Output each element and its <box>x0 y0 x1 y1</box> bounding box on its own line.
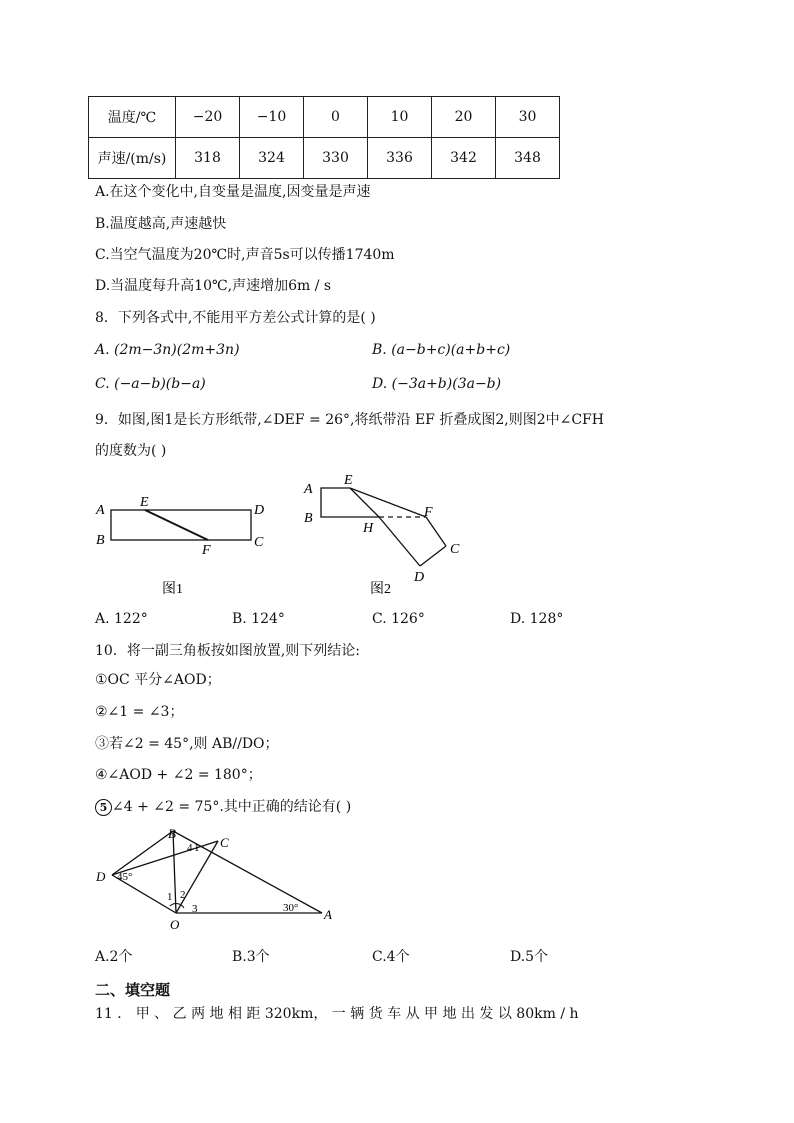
edge-cd <box>420 546 446 566</box>
table-cell: 30 <box>496 97 560 138</box>
table-cell: −10 <box>240 97 304 138</box>
q7-option-d: D.当温度每升高10℃,声速增加6m / s <box>95 278 332 294</box>
table-row <box>89 97 560 138</box>
q9-option-c: C. 126° <box>372 611 425 627</box>
label-a: A <box>324 907 332 922</box>
q10-statement-5 <box>95 798 351 816</box>
q9-stem-line1: 9．如图,图1是长方形纸带,∠DEF = 26°,将纸带沿 EF 折叠成图2,则图2中∠CFH <box>95 412 604 428</box>
label-a: A <box>96 503 105 518</box>
label-e: E <box>140 495 149 510</box>
q9-option-b: B. 124° <box>232 611 285 627</box>
edge-dc <box>112 841 218 875</box>
fig2-caption: 图2 <box>370 582 391 597</box>
label-h: H <box>363 521 374 536</box>
q10-statement-1: ①OC 平分∠AOD； <box>95 672 221 688</box>
q9-stem-line2: 的度数为( ) <box>95 443 167 459</box>
label-angle-4: 4 <box>187 842 193 854</box>
section-title: 二、填空题 <box>95 981 171 999</box>
fold-edge-ef <box>350 488 426 517</box>
table-cell: 336 <box>368 138 432 179</box>
label-angle-2: 2 <box>180 889 186 901</box>
strip-left-part <box>321 488 379 517</box>
edge-eh <box>350 488 379 517</box>
label-d: D <box>96 869 106 884</box>
q10-option-c: C.4个 <box>372 949 410 965</box>
table-cell: 324 <box>240 138 304 179</box>
edge-bd <box>112 831 173 875</box>
label-c: C <box>254 535 264 550</box>
q10-option-d: D.5个 <box>510 949 549 965</box>
circled-number-5: 5 <box>95 799 112 816</box>
label-angle-30: 30° <box>283 902 299 914</box>
label-angle-45: 45° <box>117 871 133 883</box>
label-angle-3: 3 <box>192 903 198 915</box>
label-o: O <box>170 917 180 932</box>
label-b: B <box>168 826 176 841</box>
label-b: B <box>96 533 105 548</box>
label-a: A <box>304 482 313 497</box>
q8-option-d: D. (−3a+b)(3a−b) <box>372 376 502 392</box>
statement-5-text: ∠4 + ∠2 = 75°.其中正确的结论有( ) <box>112 799 352 815</box>
label-b: B <box>304 511 313 526</box>
table-cell: −20 <box>176 97 240 138</box>
label-c: C <box>450 542 460 557</box>
label-e: E <box>344 473 353 488</box>
q8-option-c: C. (−a−b)(b−a) <box>95 376 206 392</box>
table-cell: 318 <box>176 138 240 179</box>
q7-option-b: B.温度越高,声速越快 <box>95 216 227 232</box>
q9-figure-2 <box>303 473 460 597</box>
q10-statement-2: ②∠1 = ∠3； <box>95 704 184 720</box>
label-d: D <box>414 570 425 585</box>
q7-option-c: C.当空气温度为20℃时,声音5s可以传播1740m <box>95 247 395 263</box>
edge-bo <box>173 831 176 913</box>
q10-option-b: B.3个 <box>232 949 270 965</box>
label-f: F <box>424 505 433 520</box>
fold-line-ef <box>145 510 208 540</box>
edge-hd <box>379 517 420 566</box>
q10-statement-3: ③若∠2 = 45°,则 AB//DO； <box>95 736 279 752</box>
q9-figures <box>90 470 480 600</box>
q9-option-d: D. 128° <box>510 611 564 627</box>
angle-arc-o <box>170 904 184 908</box>
q11-stem: 11 ． 甲 、 乙 两 地 相 距 320km， 一 辆 货 车 从 甲 地 出 发 以 80km / h <box>95 1006 579 1022</box>
table-cell: 声速/(m/s) <box>89 138 176 179</box>
q10-option-a: A.2个 <box>95 949 133 965</box>
label-c: C <box>220 835 229 850</box>
label-angle-1-top: 1 <box>194 842 200 854</box>
q10-figure <box>90 822 350 934</box>
q7-option-a: A.在这个变化中,自变量是温度,因变量是声速 <box>95 184 371 200</box>
label-angle-1: 1 <box>167 891 173 903</box>
q10-stem: 10．将一副三角板按如图放置,则下列结论: <box>95 643 360 659</box>
table-cell: 348 <box>496 138 560 179</box>
table-cell: 342 <box>432 138 496 179</box>
table-row <box>89 138 560 179</box>
table-cell: 0 <box>304 97 368 138</box>
speed-temperature-table <box>88 96 560 179</box>
table-cell: 330 <box>304 138 368 179</box>
edge-fc <box>426 517 446 546</box>
q9-option-a: A. 122° <box>95 611 148 627</box>
table-cell: 20 <box>432 97 496 138</box>
label-d: D <box>254 503 265 518</box>
table-cell: 10 <box>368 97 432 138</box>
q10-statement-4: ④∠AOD + ∠2 = 180°； <box>95 767 262 783</box>
q8-option-a: A. (2m−3n)(2m+3n) <box>95 342 240 358</box>
q8-option-b: B. (a−b+c)(a+b+c) <box>372 342 511 358</box>
q9-figure-1 <box>95 495 264 597</box>
label-f: F <box>202 543 211 558</box>
fig1-caption: 图1 <box>162 582 183 597</box>
paper-strip-rect <box>111 510 251 540</box>
q8-stem: 8．下列各式中,不能用平方差公式计算的是( ) <box>95 310 376 326</box>
table-cell: 温度/℃ <box>89 97 176 138</box>
